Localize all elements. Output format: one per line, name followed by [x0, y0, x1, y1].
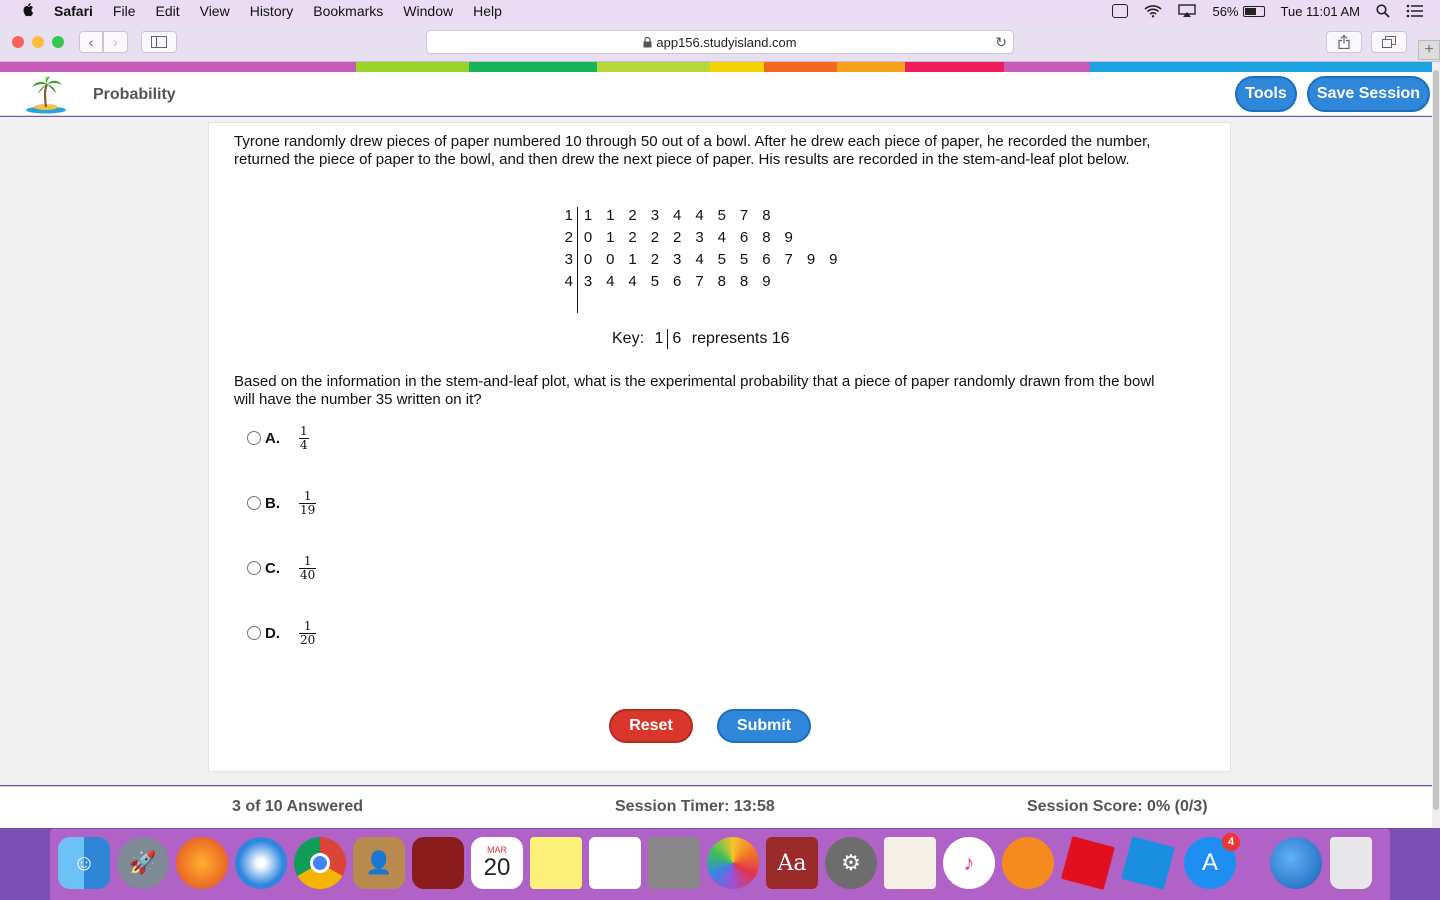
- leaf-value: 4: [673, 207, 682, 224]
- session-footer: [0, 786, 1432, 828]
- choice-c-radio[interactable]: [247, 561, 261, 575]
- menu-help[interactable]: Help: [473, 3, 502, 19]
- leaf-value: 6: [739, 229, 749, 246]
- calculator-icon[interactable]: [648, 837, 700, 889]
- fraction-denominator: 40: [300, 567, 316, 582]
- save-session-button[interactable]: [1307, 76, 1430, 112]
- fraction-denominator: 4: [300, 437, 308, 452]
- leaf-value: 4: [717, 229, 726, 246]
- study-island-logo: [24, 76, 68, 114]
- ibooks-icon[interactable]: [1002, 837, 1054, 889]
- window-controls: [12, 36, 64, 48]
- stem-divider-line: [577, 207, 578, 313]
- tools-button-label: Tools: [1245, 85, 1287, 102]
- color-strip-segment: [356, 62, 469, 72]
- choice-a-fraction: [299, 425, 309, 452]
- leaf-value: 9: [806, 251, 816, 268]
- trash-icon[interactable]: [1330, 837, 1372, 889]
- zoom-window-button[interactable]: [52, 36, 64, 48]
- notification-center-icon[interactable]: [1406, 4, 1424, 18]
- menu-bar: [0, 0, 1440, 22]
- airplay-icon[interactable]: [1178, 4, 1196, 18]
- stem-value: 4: [564, 273, 573, 290]
- question-prompt: Based on the information in the stem-and-leaf plot, what is the experimental probability that a piece of paper randomly drawn from the bowl will have the number 35 written on it?: [234, 373, 1155, 408]
- leaf-value: 8: [739, 273, 749, 290]
- color-strip-segment: [837, 62, 905, 72]
- leaf-value: 2: [628, 229, 637, 246]
- roblox-icon[interactable]: [1061, 836, 1115, 890]
- menu-window[interactable]: Window: [403, 3, 454, 19]
- fraction-numerator: 1: [303, 618, 312, 633]
- stem-value: 1: [564, 207, 573, 224]
- choice-b-label: B.: [265, 494, 280, 512]
- answered-count: 3 of 10 Answered: [232, 798, 364, 815]
- leaf-value: 3: [673, 251, 682, 268]
- dock: [50, 829, 1390, 900]
- key-stem: 1: [654, 330, 664, 348]
- battery-icon[interactable]: [1243, 6, 1265, 17]
- url-text: app156.studyisland.com: [656, 34, 797, 50]
- system-preferences-icon[interactable]: ⚙: [825, 837, 877, 889]
- chevron-right-icon: ›: [113, 34, 118, 50]
- app-store-icon[interactable]: A 4: [1184, 837, 1236, 889]
- roblox-studio-icon[interactable]: [1121, 836, 1175, 890]
- fraction-numerator: 1: [303, 488, 312, 503]
- reset-button-label: Reset: [629, 717, 673, 734]
- lock-icon: [643, 37, 652, 48]
- globe-icon[interactable]: [1270, 837, 1322, 889]
- chrome-icon[interactable]: [294, 837, 346, 889]
- color-strip-segment: [1090, 62, 1440, 72]
- choice-d-fraction: [299, 620, 316, 647]
- question-card: [208, 122, 1231, 772]
- sidebar-icon: [151, 36, 167, 48]
- spotlight-search-icon[interactable]: [1376, 4, 1390, 18]
- menu-history[interactable]: History: [249, 3, 294, 19]
- firefox-icon[interactable]: [176, 837, 228, 889]
- leaf-value: 8: [717, 273, 726, 290]
- leaf-value: 3: [650, 207, 660, 224]
- reload-icon[interactable]: ↻: [995, 34, 1007, 50]
- leaf-value: 7: [695, 273, 704, 290]
- tools-button[interactable]: [1235, 76, 1297, 112]
- apple-icon[interactable]: [20, 3, 36, 19]
- leaf-value: 2: [673, 229, 682, 246]
- fraction-denominator: 20: [300, 632, 316, 647]
- leaf-value: 5: [717, 207, 726, 224]
- share-button[interactable]: [1326, 31, 1362, 53]
- choice-c-fraction: [299, 555, 316, 582]
- question-intro: Tyrone randomly drew pieces of paper numbered 10 through 50 out of a bowl. After he drew each piece of paper, he recorded the number, returned the piece of paper to the bowl, and then drew the next piece of paper. His results are recorded in the stem-and-leaf plot below.: [234, 133, 1151, 168]
- key-leaf: 6: [672, 330, 682, 348]
- session-timer: Session Timer: 13:58: [615, 798, 775, 815]
- choice-c-label: C.: [265, 559, 280, 577]
- leaf-value: 0: [583, 229, 593, 246]
- leaf-value: 8: [762, 207, 771, 224]
- menu-file[interactable]: File: [112, 3, 136, 19]
- minimize-window-button[interactable]: [32, 36, 44, 48]
- app-header: [0, 72, 1432, 116]
- leaf-value: 4: [695, 251, 704, 268]
- safari-icon[interactable]: [235, 837, 287, 889]
- leaf-value: 3: [583, 273, 593, 290]
- leaf-value: 6: [673, 273, 682, 290]
- color-strip-segment: [710, 62, 764, 72]
- reminders-icon[interactable]: [589, 837, 641, 889]
- leaf-value: 4: [628, 273, 637, 290]
- page-scrollbar[interactable]: [1432, 62, 1440, 828]
- key-divider: [667, 329, 668, 349]
- choice-a-radio[interactable]: [247, 431, 261, 445]
- battery-percent: 56%: [1212, 3, 1239, 19]
- submit-button[interactable]: [717, 709, 811, 743]
- leaf-value: 0: [583, 251, 593, 268]
- leaf-value: 1: [583, 207, 593, 224]
- photo-booth-icon[interactable]: [412, 837, 464, 889]
- key-prefix: Key:: [612, 330, 645, 348]
- choice-b[interactable]: [247, 486, 316, 520]
- sidebar-toggle-button[interactable]: [141, 31, 177, 53]
- key-suffix: represents 16: [691, 330, 790, 348]
- choice-b-fraction: [299, 490, 316, 517]
- leaf-value: 7: [739, 207, 749, 224]
- plot-key: [612, 329, 790, 349]
- tabs-icon: [1382, 36, 1396, 48]
- leaf-value: 3: [695, 229, 704, 246]
- leaf-value: 5: [739, 251, 749, 268]
- fraction-denominator: 19: [300, 502, 316, 517]
- save-session-button-label: Save Session: [1316, 85, 1421, 102]
- clock[interactable]: Tue 11:01 AM: [1280, 3, 1360, 19]
- color-strip-segment: [597, 62, 710, 72]
- itunes-icon[interactable]: ♪: [943, 837, 995, 889]
- menu-bookmarks[interactable]: Bookmarks: [313, 3, 384, 19]
- pages-icon[interactable]: [884, 837, 936, 889]
- leaf-value: 1: [628, 251, 637, 268]
- share-icon: [1338, 35, 1350, 49]
- choice-d[interactable]: [247, 616, 316, 650]
- calendar-day: 20: [483, 854, 511, 881]
- submit-button-label: Submit: [736, 717, 792, 734]
- forward-button[interactable]: [103, 31, 128, 53]
- choice-a[interactable]: [247, 421, 309, 455]
- leaf-value: 8: [762, 229, 771, 246]
- app-store-badge: 4: [1222, 833, 1240, 851]
- page-title: Probability: [93, 86, 176, 103]
- leaf-value: 1: [606, 207, 615, 224]
- leaf-value: 9: [784, 229, 793, 246]
- chevron-left-icon: ‹: [88, 34, 94, 50]
- leaf-value: 9: [762, 273, 771, 290]
- tabs-overview-button[interactable]: [1371, 31, 1407, 53]
- color-strip-segment: [905, 62, 1004, 72]
- stem-value: 2: [564, 229, 573, 246]
- scrollbar-thumb[interactable]: [1433, 70, 1439, 810]
- choice-c[interactable]: [247, 551, 316, 585]
- fraction-numerator: 1: [303, 553, 312, 568]
- leaf-value: 4: [606, 273, 615, 290]
- page-body: [0, 117, 1432, 785]
- dictionary-icon[interactable]: Aa: [766, 837, 818, 889]
- menu-app-safari[interactable]: Safari: [54, 3, 93, 19]
- choice-a-label: A.: [265, 429, 280, 447]
- choice-b-radio[interactable]: [247, 496, 261, 510]
- leaf-value: 7: [784, 251, 793, 268]
- leaf-value: 2: [628, 207, 637, 224]
- color-strip: [0, 62, 1440, 72]
- leaf-value: 5: [717, 251, 726, 268]
- calendar-month: MAR: [487, 845, 507, 855]
- address-bar[interactable]: [426, 30, 1014, 54]
- color-strip-segment: [0, 62, 356, 72]
- leaf-value: 4: [695, 207, 704, 224]
- menu-edit[interactable]: Edit: [155, 3, 180, 19]
- choice-d-label: D.: [265, 624, 280, 642]
- back-button[interactable]: [79, 31, 103, 53]
- leaf-value: 6: [762, 251, 771, 268]
- calendar-icon[interactable]: [471, 837, 523, 889]
- leaf-value: 1: [606, 229, 615, 246]
- contacts-icon[interactable]: 👤: [353, 837, 405, 889]
- wifi-icon[interactable]: [1144, 4, 1162, 18]
- session-score: Session Score: 0% (0/3): [1027, 798, 1208, 815]
- leaf-value: 5: [650, 273, 660, 290]
- reset-button[interactable]: [609, 709, 693, 743]
- photos-icon[interactable]: [707, 837, 759, 889]
- color-strip-segment: [764, 62, 837, 72]
- leaf-value: 0: [606, 251, 615, 268]
- stem-value: 3: [564, 251, 573, 268]
- new-tab-button[interactable]: +: [1418, 40, 1440, 60]
- leaf-value: 2: [650, 229, 660, 246]
- leaf-value: 9: [829, 251, 838, 268]
- notes-icon[interactable]: [530, 837, 582, 889]
- browser-toolbar: [0, 22, 1440, 62]
- color-strip-segment: [1004, 62, 1090, 72]
- choice-d-radio[interactable]: [247, 626, 261, 640]
- close-window-button[interactable]: [12, 36, 24, 48]
- leaf-value: 2: [650, 251, 660, 268]
- fraction-numerator: 1: [300, 423, 308, 438]
- menu-view[interactable]: View: [199, 3, 230, 19]
- bitdefender-icon[interactable]: [1112, 4, 1128, 18]
- finder-icon[interactable]: ☺: [58, 837, 110, 889]
- launchpad-icon[interactable]: 🚀: [117, 837, 169, 889]
- color-strip-segment: [469, 62, 597, 72]
